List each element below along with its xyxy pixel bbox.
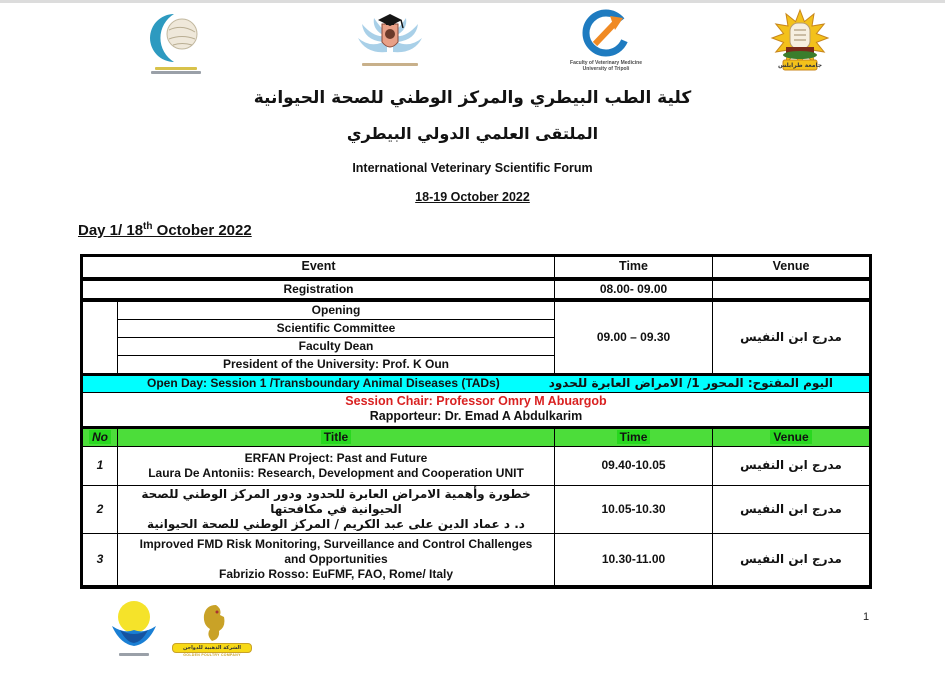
session-venue: مدرج ابن النفيس — [713, 485, 871, 533]
university-of-tripoli-logo — [758, 8, 842, 76]
title-arabic-line1: كلية الطب البيطري والمركز الوطني للصحة الحيوانية — [253, 88, 692, 108]
open-day-banner-row — [82, 374, 871, 392]
opening-time: 09.00 – 09.30 — [555, 300, 713, 375]
session-chair: Session Chair: Professor Omry M Abuargob — [345, 393, 607, 408]
title-arabic-line2: الملتقى العلمي الدولي البيطري — [346, 124, 599, 143]
day-heading-prefix: Day 1/ 18 — [78, 222, 144, 239]
open-day-banner — [82, 374, 871, 392]
session-time: 10.30-11.00 — [555, 533, 713, 587]
opening-row — [82, 300, 871, 320]
golden-chicken-icon — [186, 603, 238, 643]
session-title: خطورة وأهمية الامراض العابرة للحدود ودور المركز الوطني للصحة الحيوانية في مكافحتها د. د عماد الدين على عبد الكريم / المركز الوطني للصحة الحيوانية — [118, 485, 555, 533]
opening-venue: مدرج ابن النفيس — [713, 300, 871, 375]
schedule-table-wrapper — [80, 254, 872, 589]
session-no: 1 — [82, 446, 118, 485]
open-day-title-english: Open Day: Session 1 /Transboundary Animal Diseases (TADs) — [147, 376, 500, 390]
opening-item: Faculty Dean — [118, 337, 555, 355]
column-header-event: Event — [82, 256, 555, 279]
title-english: International Veterinary Scientific Forum — [352, 161, 593, 175]
session-header-row — [82, 427, 871, 446]
session-column-time: Time — [555, 427, 713, 446]
scan-edge-artifact — [0, 0, 945, 3]
registration-time: 08.00- 09.00 — [555, 279, 713, 300]
session-row-2 — [82, 485, 871, 533]
session-row-3 — [82, 533, 871, 587]
poultry-subtitle: GOLDEN POULTRY COMPANY — [183, 653, 241, 657]
session-no: 2 — [82, 485, 118, 533]
egg-company-logo — [103, 600, 165, 656]
column-header-time: Time — [555, 256, 713, 279]
day-heading — [78, 221, 252, 239]
column-header-venue: Venue — [713, 256, 871, 279]
session-time: 09.40-10.05 — [555, 446, 713, 485]
table-header-row — [82, 256, 871, 279]
page-number: 1 — [863, 611, 870, 623]
day-heading-ordinal: th — [143, 221, 153, 232]
session-no: 3 — [82, 533, 118, 587]
session-venue: مدرج ابن النفيس — [713, 533, 871, 587]
sunburst-monument-icon — [760, 8, 840, 76]
logo-caption-bar — [362, 63, 418, 66]
session-chair-row — [82, 392, 871, 427]
vet-forum-wings-logo — [352, 10, 428, 66]
registration-event: Registration — [82, 279, 555, 300]
vet-faculty-caption-line2: University of Tripoli — [582, 66, 630, 72]
session-title: Improved FMD Risk Monitoring, Surveillance and Control Challenges and Opportunities Fabrizio Rosso: EuFMF, FAO, Rome/ Italy — [118, 533, 555, 587]
registration-row — [82, 279, 871, 300]
session-column-venue: Venue — [713, 427, 871, 446]
forum-date-range: 18-19 October 2022 — [415, 190, 530, 204]
university-banner-text: جامعة طرابلس — [777, 62, 823, 69]
logo-caption-bar — [119, 653, 149, 656]
circle-arrow-icon — [577, 8, 635, 60]
opening-item: Opening — [118, 300, 555, 320]
schedule-table — [80, 254, 872, 589]
opening-item: Scientific Committee — [118, 319, 555, 337]
day-heading-suffix: October 2022 — [152, 222, 252, 239]
logo-caption-bar — [155, 67, 197, 70]
animal-health-center-logo — [140, 12, 212, 74]
crescent-globe-icon — [144, 12, 208, 66]
golden-poultry-logo — [172, 603, 252, 658]
registration-venue — [713, 279, 871, 300]
logo-caption-bar — [151, 71, 201, 74]
rapporteur: Rapporteur: Dr. Emad A Abdulkarim — [369, 409, 583, 424]
session-time: 10.05-10.30 — [555, 485, 713, 533]
poultry-banner-text: الشركة الذهبية للدواجن — [172, 643, 252, 653]
vet-faculty-tripoli-logo — [566, 8, 646, 72]
session-title: ERFAN Project: Past and Future Laura De Antoniis: Research, Development and Cooperation UNIT — [118, 446, 555, 485]
session-column-no: No — [82, 427, 118, 446]
session-column-title: Title — [118, 427, 555, 446]
open-day-title-arabic: اليوم المفتوح: المحور 1/ الامراض العابرة للحدود — [548, 376, 834, 390]
winged-shield-graduation-icon — [354, 10, 426, 62]
session-venue: مدرج ابن النفيس — [713, 446, 871, 485]
vet-faculty-caption-line1: Faculty of Veterinary Medicine — [570, 60, 642, 66]
egg-wings-icon — [106, 600, 162, 652]
session-row-1 — [82, 446, 871, 485]
opening-no-cell — [82, 300, 118, 375]
opening-item: President of the University: Prof. K Oun — [118, 355, 555, 374]
